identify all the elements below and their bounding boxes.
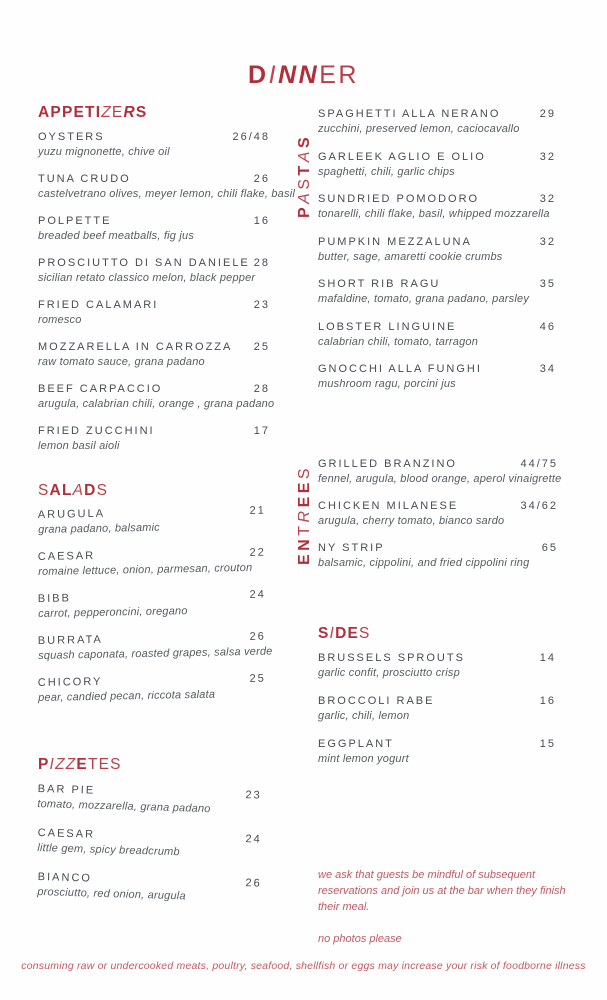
item-name: SHORT RIB RAGU [318, 278, 441, 290]
menu-item-lobster-linguine [318, 319, 556, 350]
item-description: calabrian chili, tomato, tarragon [318, 335, 479, 348]
item-price: 24 [249, 588, 266, 601]
entrees-section [318, 456, 562, 582]
appetizers-section [38, 104, 295, 465]
item-description: sicilian retato classico melon, black pepper [38, 272, 256, 284]
item-description: tonarelli, chili flake, basil, whipped mozzarella [318, 208, 550, 220]
item-price: 35 [539, 278, 556, 290]
item-name: CAESAR [37, 549, 96, 564]
menu-item-caesar-salad [38, 545, 267, 580]
item-price: 46 [539, 320, 556, 333]
item-description: mushroom ragu, porcini jus [318, 378, 456, 390]
menu-item-ny-strip [318, 540, 558, 571]
reservation-note: we ask that guests be mindful of subsequent reservations and join us at the bar when they finish their meal. [318, 869, 566, 913]
menu-item-fried-zucchini [38, 423, 270, 454]
item-price: 24 [245, 833, 262, 846]
item-price: 26 [245, 877, 262, 890]
menu-item-broccoli-rabe [318, 693, 556, 724]
item-price: 17 [253, 425, 270, 437]
item-price: 26/48 [232, 131, 270, 143]
menu-item-chicory [38, 671, 267, 706]
item-name: OYSTERS [38, 131, 105, 143]
item-name: CHICKEN MILANESE [318, 500, 459, 512]
menu-item-mozzarella-in-carrozza [38, 339, 270, 370]
item-price: 23 [245, 789, 262, 802]
item-price: 15 [539, 738, 556, 750]
item-description: pear, candied pecan, riccota salata [38, 688, 216, 704]
item-name: TUNA CRUDO [38, 173, 131, 185]
menu-item-burrata [37, 629, 273, 664]
item-name: CAESAR [37, 826, 96, 841]
menu-item-spaghetti-alla-nerano [318, 106, 556, 137]
item-name: BIBB [37, 592, 72, 606]
menu-item-fried-calamari [38, 297, 270, 328]
item-name: SPAGHETTI ALLA NERANO [318, 108, 501, 120]
menu-item-grilled-branzino [318, 456, 562, 487]
item-price: 32 [539, 235, 556, 248]
item-name: NY STRIP [318, 542, 385, 554]
salads-heading: SALADS [38, 482, 109, 499]
item-description: tomato, mozzarella, grana padano [37, 797, 211, 816]
item-name: FRIED ZUCCHINI [38, 425, 155, 437]
item-description: prosciutto, red onion, arugula [37, 885, 186, 903]
item-description: spaghetti, chili, garlic chips [318, 165, 455, 178]
item-description: little gem, spicy breadcrumb [37, 841, 180, 859]
item-price: 14 [539, 652, 556, 664]
item-description: zucchini, preserved lemon, caciocavallo [318, 123, 520, 135]
item-name: MOZZARELLA IN CARROZZA [38, 341, 233, 353]
item-price: 26 [249, 630, 266, 643]
item-price: 26 [253, 173, 270, 185]
item-name: ARUGULA [37, 507, 106, 522]
menu-item-prosciutto [38, 255, 270, 286]
menu-item-brussels-sprouts [318, 650, 556, 681]
item-description: romaine lettuce, onion, parmesan, crouton [38, 561, 253, 578]
item-name: FRIED CALAMARI [38, 299, 159, 311]
item-name: GARLEEK AGLIO E OLIO [318, 150, 486, 163]
item-price: 44/75 [520, 458, 558, 470]
item-name: POLPETTE [38, 215, 112, 227]
sides-heading: SIDES [318, 625, 371, 642]
item-price: 25 [249, 672, 266, 685]
item-description: arugula, cherry tomato, bianco sardo [318, 515, 505, 527]
menu-item-sundried-pomodoro [318, 191, 556, 222]
item-name: CHICORY [37, 675, 103, 690]
item-description: squash caponata, roasted grapes, salsa verde [38, 645, 273, 662]
item-name: BRUSSELS SPROUTS [318, 652, 465, 664]
item-name: GNOCCHI ALLA FUNGHI [318, 363, 482, 375]
no-photos-note: no photos please [318, 932, 402, 945]
item-description: yuzu mignonette, chive oil [38, 146, 170, 158]
item-name: BURRATA [37, 633, 103, 648]
item-description: mint lemon yogurt [318, 753, 409, 765]
item-description: arugula, calabrian chili, orange , grana padano [38, 398, 275, 410]
item-description: balsamic, cippolini, and fried cippolini ring [318, 557, 530, 569]
menu-item-tuna-crudo [38, 171, 295, 202]
item-name: PROSCIUTTO DI SAN DANIELE [38, 257, 250, 269]
item-name: PUMPKIN MEZZALUNA [318, 235, 472, 248]
sides-section [318, 625, 556, 779]
menu-item-bianco [37, 869, 262, 907]
item-name: BEEF CARPACCIO [38, 383, 163, 395]
item-description: garlic, chili, lemon [318, 710, 410, 722]
menu-item-pumpkin-mezzaluna [318, 234, 556, 265]
menu-item-eggplant [318, 736, 556, 767]
item-price: 29 [539, 108, 556, 120]
item-price: 32 [539, 193, 556, 205]
item-price: 28 [253, 383, 270, 395]
item-name: EGGPLANT [318, 738, 394, 750]
item-name: LOBSTER LINGUINE [318, 320, 457, 333]
menu-item-gnocchi-alla-funghi [318, 361, 556, 392]
menu-item-garleek-aglio-e-olio [318, 149, 556, 180]
item-description: romesco [38, 314, 82, 326]
item-price: 32 [539, 150, 556, 163]
item-price: 25 [253, 341, 270, 353]
pastas-heading: PASTAS [296, 133, 313, 218]
page-title: DINNER [248, 60, 359, 89]
item-description: carrot, pepperoncini, oregano [38, 605, 188, 620]
menu-item-caesar-pizzete [37, 825, 262, 863]
item-description: butter, sage, amaretti cookie crumbs [318, 250, 503, 263]
food-safety-disclaimer: consuming raw or undercooked meats, poultry, seafood, shellfish or eggs may increase your risk of foodborne illness [21, 960, 586, 972]
item-price: 23 [253, 299, 270, 311]
menu-item-polpette [38, 213, 270, 244]
salads-section [37, 482, 273, 717]
item-description: lemon basil aioli [38, 440, 120, 452]
pastas-section [318, 106, 556, 404]
item-price: 21 [249, 504, 266, 517]
appetizers-heading: APPETIZERS [38, 104, 148, 121]
menu-item-beef-carpaccio [38, 381, 275, 412]
menu-item-arugula [38, 503, 267, 538]
pizzetes-heading: PIZZETES [38, 756, 122, 773]
item-price: 34 [539, 363, 556, 375]
menu-item-bar-pie [37, 781, 262, 819]
item-name: SUNDRIED POMODORO [318, 193, 480, 205]
item-description: castelvetrano olives, meyer lemon, chili flake, basil [38, 188, 295, 200]
item-price: 28 [253, 257, 270, 269]
item-price: 65 [541, 542, 558, 554]
item-description: mafaldine, tomato, grana padano, parsley [318, 293, 530, 305]
menu-item-bibb [38, 587, 267, 622]
item-price: 16 [539, 695, 556, 707]
item-name: GRILLED BRANZINO [318, 458, 457, 470]
item-description: raw tomato sauce, grana padano [38, 356, 205, 368]
menu-item-chicken-milanese [318, 498, 558, 529]
item-price: 34/62 [520, 500, 558, 512]
item-price: 16 [253, 215, 270, 227]
pizzetes-section [38, 756, 262, 913]
menu-item-short-rib-ragu [318, 276, 556, 307]
menu-item-oysters [38, 129, 270, 160]
item-price: 22 [249, 546, 266, 559]
item-name: BROCCOLI RABE [318, 695, 435, 707]
item-description: grana padano, balsamic [38, 521, 161, 536]
guest-notes [318, 868, 588, 948]
item-name: BAR PIE [37, 782, 96, 797]
entrees-heading: ENTREES [296, 464, 313, 565]
item-name: BIANCO [37, 870, 93, 885]
item-description: breaded beef meatballs, fig jus [38, 230, 195, 242]
item-description: garlic confit, prosciutto crisp [318, 667, 460, 679]
item-description: fennel, arugula, blood orange, aperol vinaigrette [318, 473, 562, 485]
